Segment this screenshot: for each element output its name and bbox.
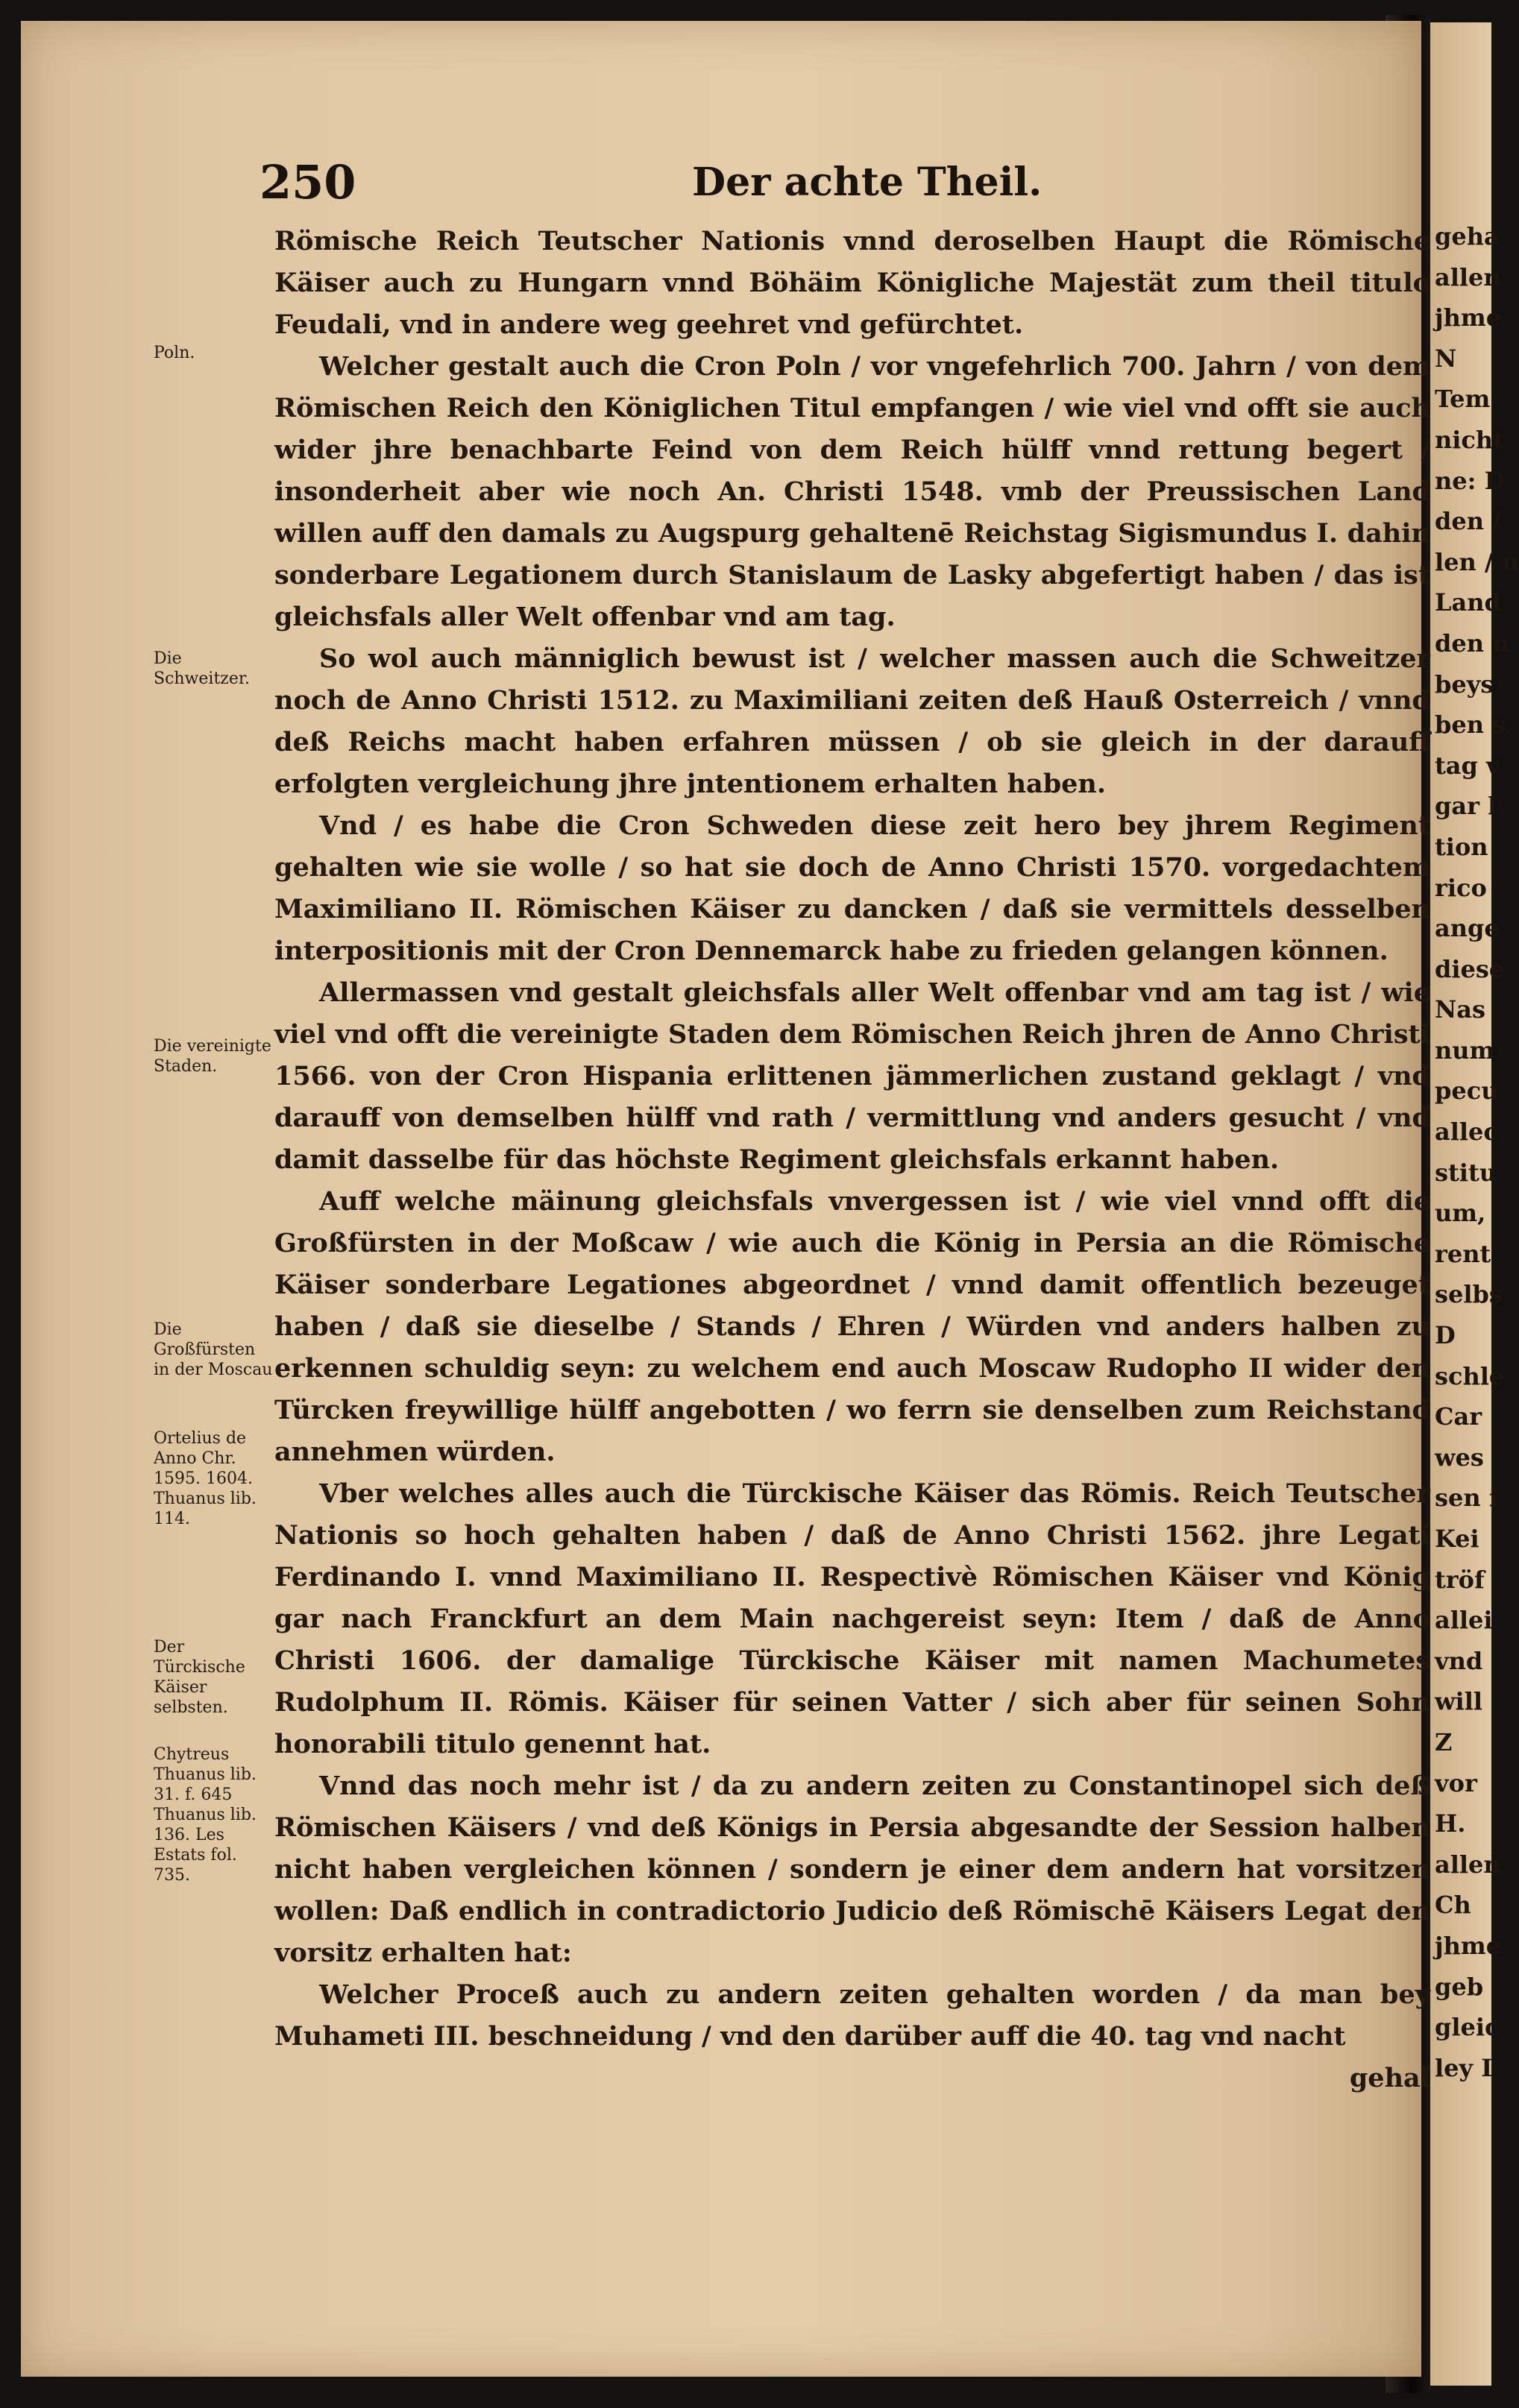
facing-page-fragment: jhme xyxy=(1435,303,1502,332)
facing-page-fragment: Land xyxy=(1435,588,1501,617)
facing-page-fragment: Ch xyxy=(1435,1891,1471,1920)
facing-page-fragment: allen xyxy=(1435,262,1501,291)
facing-page-fragment: ne: D xyxy=(1435,466,1506,495)
facing-page-fragment: ange xyxy=(1435,914,1500,943)
marginal-note-chytreus: Chytreus Thuanus lib. 31. f. 645 Thuanus lib. 136. Les Estats fol. 735. xyxy=(154,1745,257,1885)
facing-page-fragment: N xyxy=(1435,344,1457,373)
book-page xyxy=(21,21,1430,2377)
facing-page-fragment: tag v xyxy=(1435,751,1500,780)
marginal-note-staden: Die vereinigte Staden. xyxy=(154,1037,271,1076)
page-number: 250 xyxy=(260,155,356,209)
facing-page-fragment: vnd xyxy=(1435,1646,1483,1675)
facing-page-fragment: ley I xyxy=(1435,2053,1493,2082)
facing-page-fragment: um, xyxy=(1435,1199,1486,1228)
paragraph: Vnd / es habe die Cron Schweden diese zeit hero bey jhrem Regiment gehalten wie sie wolle / so hat sie doch de Anno Christi 1570. vorgedachtem Maximiliano II. Römischen Käiser zu dancken / daß sie vermittels desselben interpositionis mit der Cron Dennemarck habe zu frieden gelangen können. xyxy=(274,810,1430,966)
paragraph: Vber welches alles auch die Türckische Käiser das Römis. Reich Teutscher Nationis so hoch gehalten haben / daß de Anno Christi 1562. jhre Legati Ferdinando I. vnnd Maximiliano II. Respectivè Römischen Käiser vnd König gar nach Franckfurt an dem Main nachgereist seyn: Item / daß de Anno Christi 1606. der damalige Türckische Käiser mit namen Machumetes Rudolphum II. Römis. Käiser für seinen Vatter / sich aber für seinen Sohn honorabili titulo genennt hat. xyxy=(274,1478,1430,1759)
facing-page-fragment: schle xyxy=(1435,1361,1505,1390)
running-head: Der achte Theil. xyxy=(692,160,1042,205)
facing-page-fragment: num xyxy=(1435,1036,1495,1065)
paragraph: So wol auch männiglich bewust ist / welcher massen auch die Schweitzer noch de Anno Christi 1512. zu Maximiliani zeiten deß Hauß Osterreich / vnnd deß Reichs macht haben erfahren müssen / ob sie gleich in der darauff erfolgten vergleichung jhre jntentionem erhalten haben. xyxy=(274,643,1430,799)
catchword: gehal xyxy=(1349,2063,1430,2093)
paragraph: Auff welche mäinung gleichsfals vnvergessen ist / wie viel vnnd offt die Großfürsten in der Moßcaw / wie auch die König in Persia an die Römische Käiser sonderbare Legationes abgeordnet / vnnd damit offentlich bezeuget haben / daß sie dieselbe / Stands / Ehren / Würden vnd anders halben zu erkennen schuldig seyn: zu welchem end auch Moscaw Rudopho II wider den Türcken freywillige hülff angebotten / wo ferrn sie denselben zum Reichstand annehmen würden. xyxy=(274,1186,1430,1467)
paragraph: Vnnd das noch mehr ist / da zu andern zeiten zu Constantinopel sich deß Römischen Käisers / vnd deß Königs in Persia abgesandte der Session halben nicht haben vergleichen können / sondern je einer dem andern hat vorsitzen wollen: Daß endlich in contradictorio Judicio deß Römischē Käisers Legat den vorsitz erhalten hat: xyxy=(274,1771,1430,1968)
facing-page-fragment: tion xyxy=(1435,832,1488,861)
facing-page-fragment: rent xyxy=(1435,1239,1491,1268)
facing-page-fragment: wes xyxy=(1435,1443,1484,1472)
facing-page-text xyxy=(1435,216,1519,2088)
paragraph: Römische Reich Teutscher Nationis vnnd deroselben Haupt die Römische Käiser auch zu Hungarn vnnd Böhäim Königliche Majestät zum theil titulo Feudali, vnd in andere weg geehret vnd gefürchtet. xyxy=(274,226,1430,340)
paragraph: Welcher Proceß auch zu andern zeiten gehalten worden / da man bey Muhameti III. beschneidung / vnd den darüber auff die 40. tag vnd nacht xyxy=(274,1979,1430,2052)
facing-page-fragment: selbs xyxy=(1435,1280,1503,1309)
facing-page-fragment: len / n xyxy=(1435,547,1519,576)
facing-page-fragment: allei xyxy=(1435,1606,1493,1635)
facing-page-fragment: nicht xyxy=(1435,425,1504,454)
main-text xyxy=(274,221,1430,2099)
facing-page-fragment: geb xyxy=(1435,1972,1484,2001)
facing-page-fragment: allen xyxy=(1435,1850,1501,1879)
facing-page-fragment: tröf xyxy=(1435,1565,1485,1594)
facing-page-fragment: gleic xyxy=(1435,2013,1500,2042)
facing-page-fragment: Tem xyxy=(1435,385,1491,414)
facing-page-fragment: geha xyxy=(1435,222,1500,250)
marginal-note-grossfuersten: Die Großfürsten in der Moscau xyxy=(154,1320,273,1379)
facing-page-fragment: diese xyxy=(1435,954,1505,983)
marginal-note-ortelius: Ortelius de Anno Chr. 1595. 1604. Thuanus lib. 114. xyxy=(154,1429,257,1528)
marginal-note-poln: Poln. xyxy=(154,344,195,362)
facing-page-fragment: rico xyxy=(1435,873,1487,902)
facing-page-fragment: beys xyxy=(1435,669,1494,699)
page-header xyxy=(21,155,1421,222)
marginal-note-tuerckische-kaiser: Der Türckische Käiser selbsten. xyxy=(154,1638,245,1717)
facing-page-fragment: H. xyxy=(1435,1809,1466,1838)
marginal-note-schweitzer: Die Schweitzer. xyxy=(154,649,250,688)
facing-page-fragment: Nas xyxy=(1435,995,1485,1024)
facing-page-fragment: ben s xyxy=(1435,710,1506,740)
facing-page-fragment: vor xyxy=(1435,1768,1477,1797)
facing-page-edge xyxy=(1430,22,1519,2386)
facing-page-fragment: den n xyxy=(1435,628,1510,658)
facing-page-fragment: pecu xyxy=(1435,1077,1499,1106)
facing-page-fragment: Z xyxy=(1435,1727,1453,1756)
facing-page-fragment: D xyxy=(1435,1321,1456,1350)
facing-page-fragment: will xyxy=(1435,1687,1483,1716)
facing-page-fragment: Kei xyxy=(1435,1525,1479,1553)
facing-page-fragment: Car xyxy=(1435,1402,1482,1431)
paragraph: Allermassen vnd gestalt gleichsfals aller Welt offenbar vnd am tag ist / wie viel vnd offt die vereinigte Staden dem Römischen Reich jhren de Anno Christi 1566. von der Cron Hispania erlittenen jämmerlichen zustand geklagt / vnd darauff von demselben hülff vnd rath / vermittlung vnd anders gesucht / vnd damit dasselbe für das höchste Regiment gleichsfals erkannt haben. xyxy=(274,977,1430,1175)
facing-page-fragment: den / xyxy=(1435,507,1501,536)
facing-page-fragment: allec xyxy=(1435,1118,1498,1147)
facing-page-fragment: sen i xyxy=(1435,1484,1498,1513)
facing-page-fragment: gar l xyxy=(1435,792,1497,821)
paragraph: Welcher gestalt auch die Cron Poln / vor vngefehrlich 700. Jahrn / von dem Römischen Reich den Königlichen Titul empfangen / wie viel vnd offt sie auch wider jhre benachbarte Feind von dem Reich hülff vnnd rettung begert / insonderheit aber wie noch An. Christi 1548. vmb der Preussischen Land willen auff den damals zu Augspurg gehaltenē Reichstag Sigismundus I. dahin sonderbare Legationem durch Stanislaum de Lasky abgefertigt haben / das ist gleichsfals aller Welt offenbar vnd am tag. xyxy=(274,351,1430,632)
facing-page-fragment: stitu xyxy=(1435,1158,1497,1187)
facing-page-fragment: jhme xyxy=(1435,1931,1502,1960)
